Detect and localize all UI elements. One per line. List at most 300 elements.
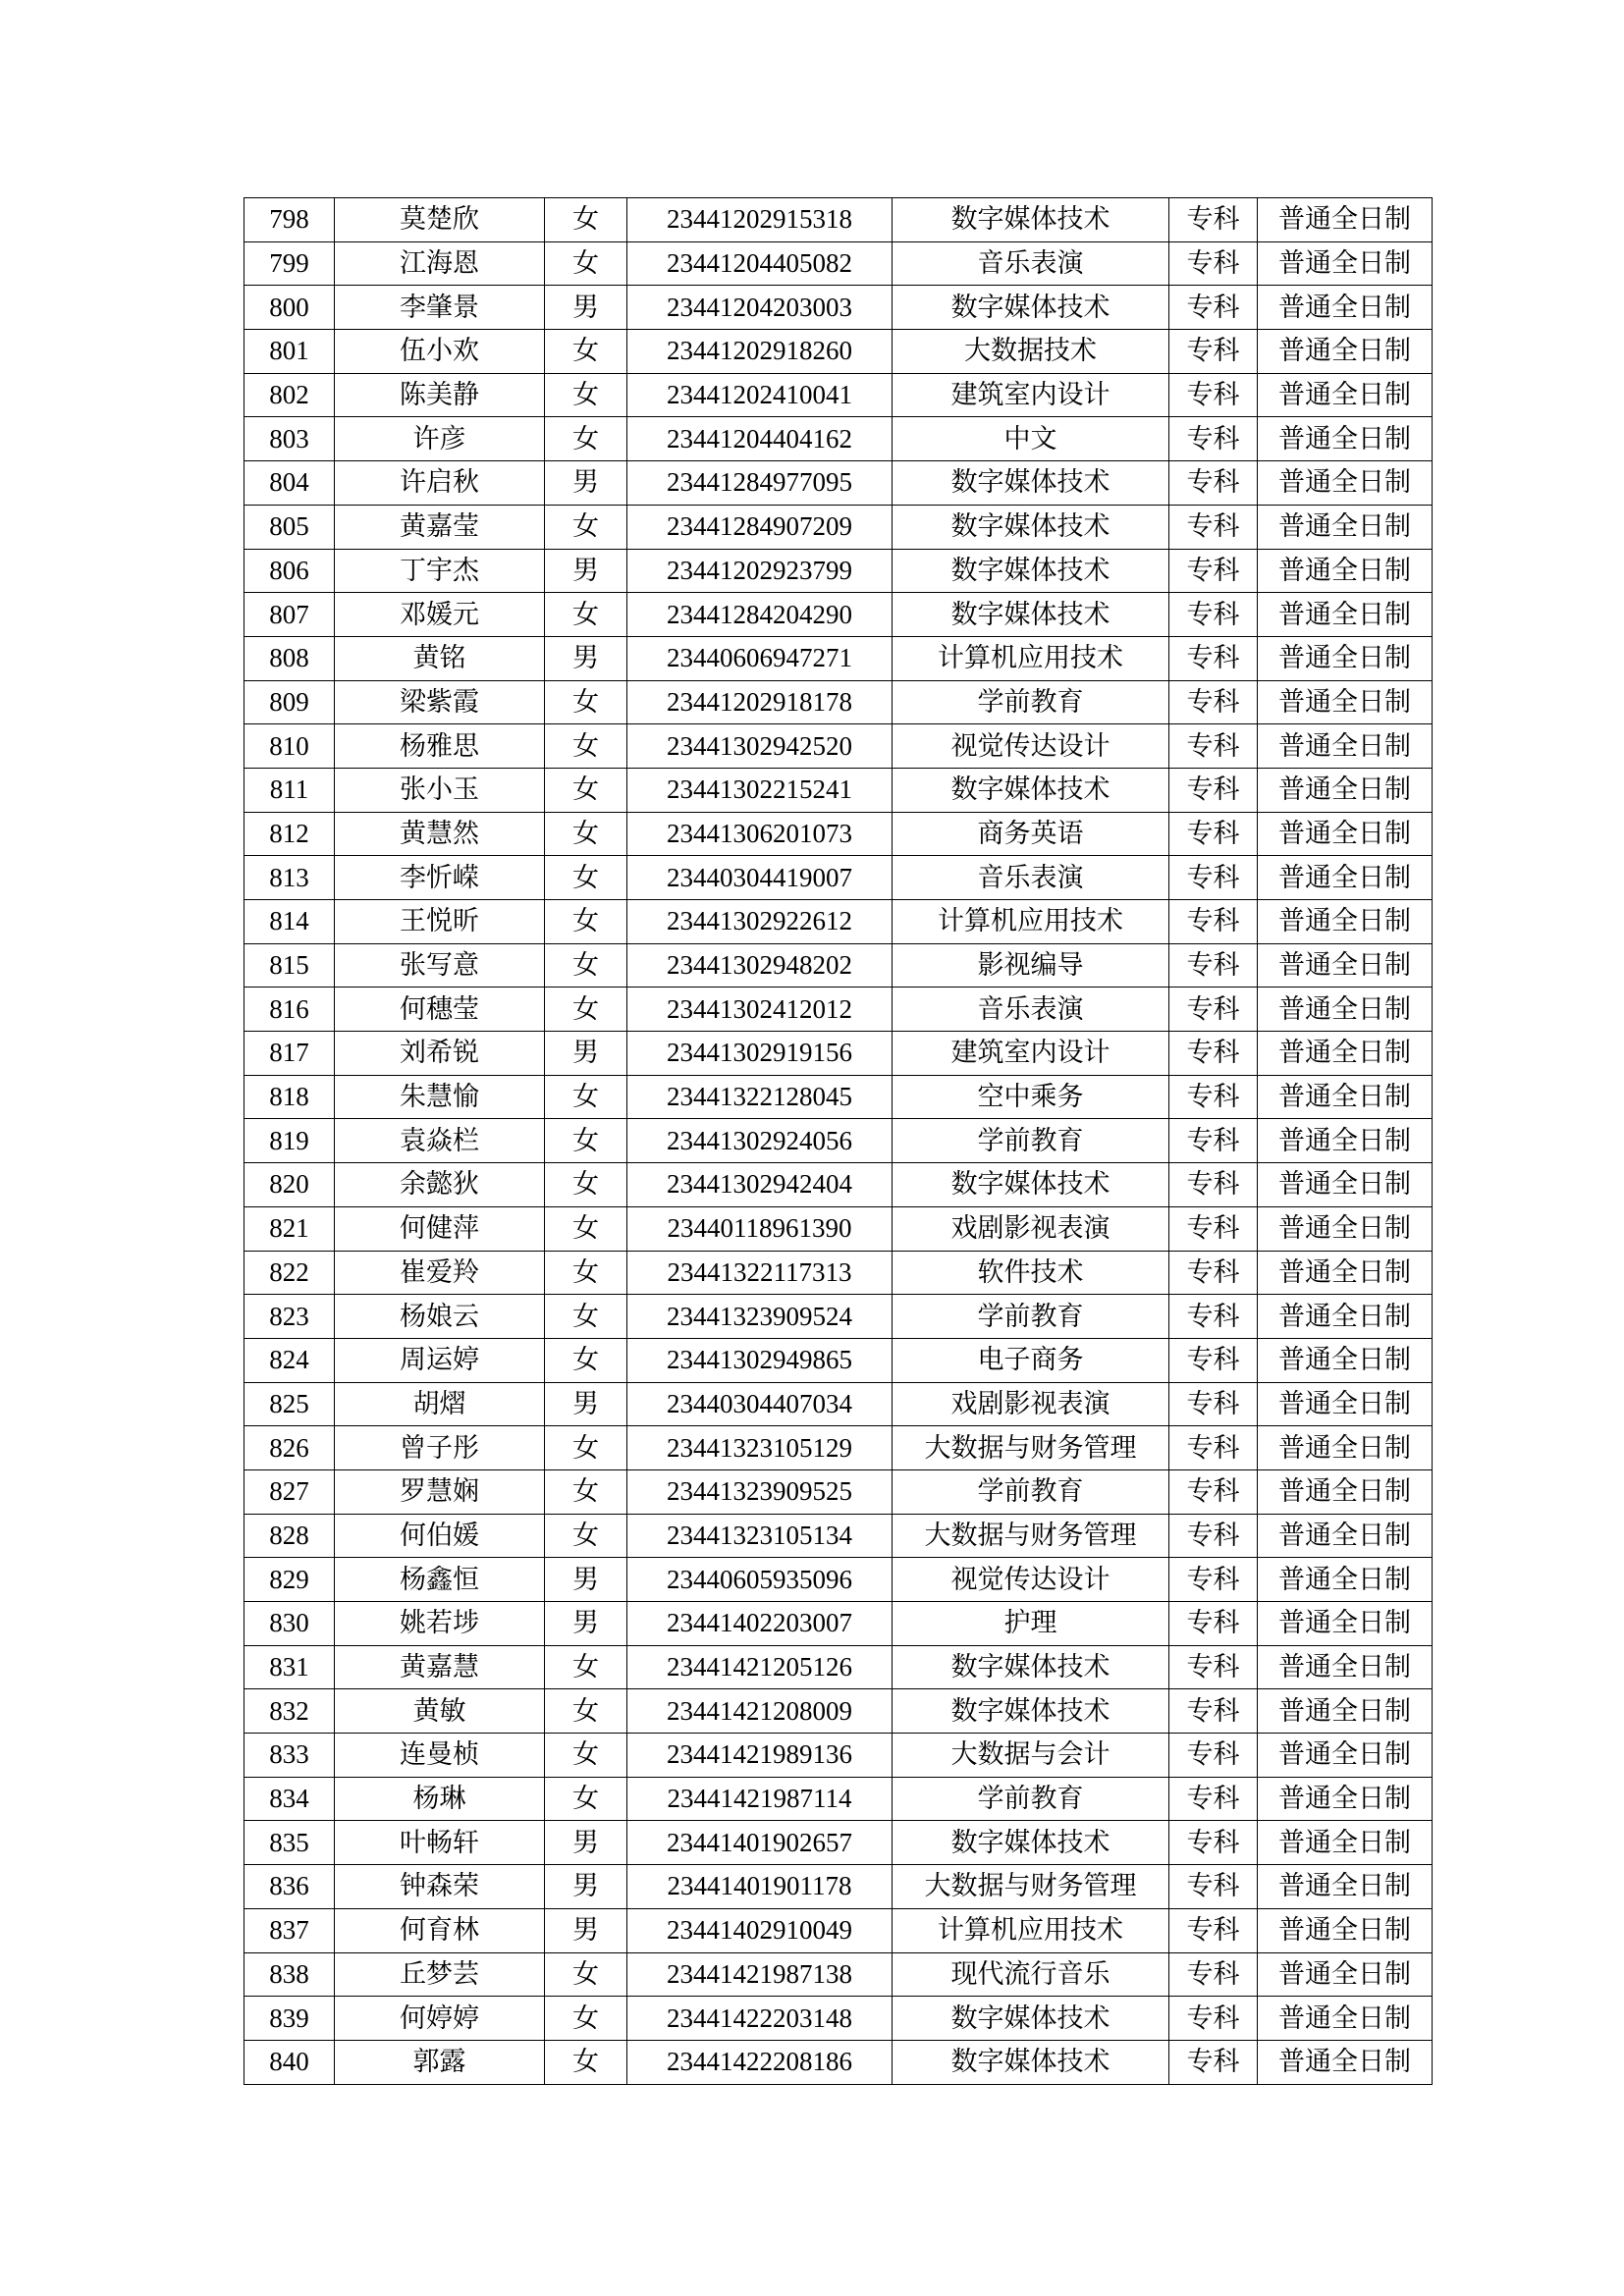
cell-education-level: 专科 — [1169, 900, 1258, 944]
cell-gender: 男 — [545, 549, 627, 593]
cell-major: 学前教育 — [893, 1295, 1169, 1339]
cell-education-level: 专科 — [1169, 461, 1258, 506]
cell-study-mode: 普通全日制 — [1258, 988, 1433, 1032]
cell-exam-number: 23441204404162 — [627, 417, 893, 461]
cell-student-name: 连曼桢 — [335, 1734, 545, 1778]
cell-major: 学前教育 — [893, 1777, 1169, 1821]
cell-major: 学前教育 — [893, 680, 1169, 724]
cell-education-level: 专科 — [1169, 241, 1258, 286]
table-row — [244, 505, 1433, 549]
cell-exam-number: 23441284977095 — [627, 461, 893, 506]
cell-student-name: 邓媛元 — [335, 593, 545, 637]
cell-serial-number: 819 — [244, 1119, 335, 1163]
cell-study-mode: 普通全日制 — [1258, 1821, 1433, 1865]
cell-gender: 女 — [545, 1338, 627, 1382]
cell-education-level: 专科 — [1169, 1119, 1258, 1163]
cell-major: 大数据技术 — [893, 330, 1169, 374]
cell-exam-number: 23441323105129 — [627, 1426, 893, 1470]
cell-student-name: 朱慧愉 — [335, 1075, 545, 1119]
cell-gender: 女 — [545, 1997, 627, 2041]
cell-exam-number: 23441204203003 — [627, 286, 893, 330]
cell-study-mode: 普通全日制 — [1258, 1602, 1433, 1646]
cell-gender: 女 — [545, 505, 627, 549]
cell-study-mode: 普通全日制 — [1258, 1032, 1433, 1076]
cell-major: 大数据与财务管理 — [893, 1865, 1169, 1909]
cell-study-mode: 普通全日制 — [1258, 636, 1433, 680]
table-row — [244, 680, 1433, 724]
cell-exam-number: 23441302919156 — [627, 1032, 893, 1076]
cell-major: 建筑室内设计 — [893, 1032, 1169, 1076]
cell-gender: 男 — [545, 1032, 627, 1076]
cell-serial-number: 813 — [244, 856, 335, 900]
cell-education-level: 专科 — [1169, 417, 1258, 461]
cell-gender: 女 — [545, 330, 627, 374]
cell-serial-number: 804 — [244, 461, 335, 506]
cell-study-mode: 普通全日制 — [1258, 1689, 1433, 1734]
cell-study-mode: 普通全日制 — [1258, 1382, 1433, 1426]
cell-major: 戏剧影视表演 — [893, 1382, 1169, 1426]
cell-exam-number: 23441302924056 — [627, 1119, 893, 1163]
cell-exam-number: 23441202915318 — [627, 198, 893, 242]
table-row — [244, 1163, 1433, 1207]
cell-study-mode: 普通全日制 — [1258, 1119, 1433, 1163]
cell-serial-number: 835 — [244, 1821, 335, 1865]
cell-education-level: 专科 — [1169, 724, 1258, 769]
cell-exam-number: 23441323909525 — [627, 1469, 893, 1514]
cell-student-name: 何穗莹 — [335, 988, 545, 1032]
cell-gender: 女 — [545, 812, 627, 856]
table-row — [244, 549, 1433, 593]
cell-gender: 女 — [545, 1689, 627, 1734]
table-row — [244, 1689, 1433, 1734]
table-row — [244, 1558, 1433, 1602]
cell-exam-number: 23441204405082 — [627, 241, 893, 286]
cell-exam-number: 23441306201073 — [627, 812, 893, 856]
cell-student-name: 丘梦芸 — [335, 1952, 545, 1997]
cell-serial-number: 825 — [244, 1382, 335, 1426]
cell-gender: 女 — [545, 2040, 627, 2084]
cell-education-level: 专科 — [1169, 330, 1258, 374]
cell-study-mode: 普通全日制 — [1258, 1469, 1433, 1514]
cell-exam-number: 23441202410041 — [627, 373, 893, 417]
table-row — [244, 1645, 1433, 1689]
cell-serial-number: 830 — [244, 1602, 335, 1646]
cell-major: 数字媒体技术 — [893, 1821, 1169, 1865]
cell-exam-number: 23441323909524 — [627, 1295, 893, 1339]
cell-serial-number: 829 — [244, 1558, 335, 1602]
cell-student-name: 何伯媛 — [335, 1514, 545, 1558]
cell-serial-number: 839 — [244, 1997, 335, 2041]
student-roster-table — [244, 197, 1433, 2085]
cell-gender: 女 — [545, 1777, 627, 1821]
cell-major: 视觉传达设计 — [893, 1558, 1169, 1602]
cell-study-mode: 普通全日制 — [1258, 1426, 1433, 1470]
table-row — [244, 1338, 1433, 1382]
cell-education-level: 专科 — [1169, 1514, 1258, 1558]
cell-education-level: 专科 — [1169, 1645, 1258, 1689]
cell-study-mode: 普通全日制 — [1258, 1908, 1433, 1952]
table-row — [244, 593, 1433, 637]
cell-serial-number: 837 — [244, 1908, 335, 1952]
cell-gender: 女 — [545, 768, 627, 812]
cell-study-mode: 普通全日制 — [1258, 198, 1433, 242]
cell-student-name: 周运婷 — [335, 1338, 545, 1382]
cell-gender: 男 — [545, 1558, 627, 1602]
cell-exam-number: 23441302942520 — [627, 724, 893, 769]
table-row — [244, 900, 1433, 944]
cell-study-mode: 普通全日制 — [1258, 461, 1433, 506]
cell-student-name: 何育林 — [335, 1908, 545, 1952]
cell-serial-number: 817 — [244, 1032, 335, 1076]
cell-gender: 女 — [545, 241, 627, 286]
cell-education-level: 专科 — [1169, 1032, 1258, 1076]
cell-education-level: 专科 — [1169, 636, 1258, 680]
cell-study-mode: 普通全日制 — [1258, 505, 1433, 549]
cell-student-name: 伍小欢 — [335, 330, 545, 374]
cell-exam-number: 23441302942404 — [627, 1163, 893, 1207]
table-row — [244, 2040, 1433, 2084]
cell-student-name: 姚若埗 — [335, 1602, 545, 1646]
cell-serial-number: 803 — [244, 417, 335, 461]
cell-exam-number: 23441302948202 — [627, 943, 893, 988]
cell-study-mode: 普通全日制 — [1258, 856, 1433, 900]
cell-student-name: 江海恩 — [335, 241, 545, 286]
cell-gender: 男 — [545, 1821, 627, 1865]
cell-gender: 女 — [545, 1426, 627, 1470]
table-row — [244, 1295, 1433, 1339]
cell-gender: 男 — [545, 1865, 627, 1909]
cell-major: 大数据与会计 — [893, 1734, 1169, 1778]
table-row — [244, 856, 1433, 900]
cell-gender: 女 — [545, 1645, 627, 1689]
cell-serial-number: 840 — [244, 2040, 335, 2084]
table-row — [244, 1908, 1433, 1952]
cell-exam-number: 23441302922612 — [627, 900, 893, 944]
cell-major: 空中乘务 — [893, 1075, 1169, 1119]
cell-gender: 女 — [545, 417, 627, 461]
cell-exam-number: 23441322128045 — [627, 1075, 893, 1119]
cell-serial-number: 811 — [244, 768, 335, 812]
cell-exam-number: 23441302412012 — [627, 988, 893, 1032]
cell-gender: 男 — [545, 286, 627, 330]
cell-student-name: 许彦 — [335, 417, 545, 461]
cell-student-name: 胡熠 — [335, 1382, 545, 1426]
table-row — [244, 1119, 1433, 1163]
cell-study-mode: 普通全日制 — [1258, 549, 1433, 593]
cell-education-level: 专科 — [1169, 2040, 1258, 2084]
cell-serial-number: 814 — [244, 900, 335, 944]
table-row — [244, 988, 1433, 1032]
table-row — [244, 286, 1433, 330]
cell-serial-number: 838 — [244, 1952, 335, 1997]
cell-major: 数字媒体技术 — [893, 461, 1169, 506]
cell-exam-number: 23441421208009 — [627, 1689, 893, 1734]
cell-student-name: 黄嘉慧 — [335, 1645, 545, 1689]
table-row — [244, 1602, 1433, 1646]
cell-student-name: 杨鑫恒 — [335, 1558, 545, 1602]
cell-education-level: 专科 — [1169, 1558, 1258, 1602]
cell-serial-number: 810 — [244, 724, 335, 769]
cell-study-mode: 普通全日制 — [1258, 900, 1433, 944]
cell-major: 商务英语 — [893, 812, 1169, 856]
table-row — [244, 1206, 1433, 1251]
cell-serial-number: 798 — [244, 198, 335, 242]
cell-education-level: 专科 — [1169, 1952, 1258, 1997]
cell-education-level: 专科 — [1169, 286, 1258, 330]
cell-major: 护理 — [893, 1602, 1169, 1646]
cell-exam-number: 23441302949865 — [627, 1338, 893, 1382]
cell-exam-number: 23441401902657 — [627, 1821, 893, 1865]
cell-student-name: 黄慧然 — [335, 812, 545, 856]
cell-serial-number: 799 — [244, 241, 335, 286]
cell-student-name: 袁焱栏 — [335, 1119, 545, 1163]
table-row — [244, 417, 1433, 461]
cell-major: 数字媒体技术 — [893, 505, 1169, 549]
cell-education-level: 专科 — [1169, 1777, 1258, 1821]
cell-study-mode: 普通全日制 — [1258, 1777, 1433, 1821]
cell-major: 数字媒体技术 — [893, 593, 1169, 637]
cell-major: 计算机应用技术 — [893, 636, 1169, 680]
cell-gender: 女 — [545, 1206, 627, 1251]
table-row — [244, 1382, 1433, 1426]
cell-student-name: 崔爱羚 — [335, 1251, 545, 1295]
cell-study-mode: 普通全日制 — [1258, 1295, 1433, 1339]
cell-exam-number: 23441421987114 — [627, 1777, 893, 1821]
cell-education-level: 专科 — [1169, 1426, 1258, 1470]
cell-major: 软件技术 — [893, 1251, 1169, 1295]
cell-exam-number: 23441421987138 — [627, 1952, 893, 1997]
table-row — [244, 198, 1433, 242]
cell-exam-number: 23440304419007 — [627, 856, 893, 900]
document-page — [244, 197, 1433, 2085]
cell-student-name: 钟森荣 — [335, 1865, 545, 1909]
cell-serial-number: 832 — [244, 1689, 335, 1734]
cell-major: 视觉传达设计 — [893, 724, 1169, 769]
cell-exam-number: 23441402203007 — [627, 1602, 893, 1646]
cell-study-mode: 普通全日制 — [1258, 943, 1433, 988]
cell-study-mode: 普通全日制 — [1258, 373, 1433, 417]
table-row — [244, 1426, 1433, 1470]
cell-serial-number: 807 — [244, 593, 335, 637]
table-row — [244, 330, 1433, 374]
cell-study-mode: 普通全日制 — [1258, 768, 1433, 812]
cell-education-level: 专科 — [1169, 1865, 1258, 1909]
cell-student-name: 黄嘉莹 — [335, 505, 545, 549]
cell-serial-number: 834 — [244, 1777, 335, 1821]
cell-education-level: 专科 — [1169, 1382, 1258, 1426]
cell-serial-number: 831 — [244, 1645, 335, 1689]
cell-student-name: 李肇景 — [335, 286, 545, 330]
cell-exam-number: 23441421205126 — [627, 1645, 893, 1689]
cell-major: 数字媒体技术 — [893, 286, 1169, 330]
cell-education-level: 专科 — [1169, 1734, 1258, 1778]
cell-gender: 女 — [545, 373, 627, 417]
cell-major: 学前教育 — [893, 1469, 1169, 1514]
cell-serial-number: 801 — [244, 330, 335, 374]
cell-study-mode: 普通全日制 — [1258, 1251, 1433, 1295]
cell-student-name: 何婷婷 — [335, 1997, 545, 2041]
cell-gender: 女 — [545, 1251, 627, 1295]
cell-gender: 女 — [545, 856, 627, 900]
cell-gender: 女 — [545, 943, 627, 988]
cell-education-level: 专科 — [1169, 943, 1258, 988]
cell-student-name: 余懿狄 — [335, 1163, 545, 1207]
cell-exam-number: 23440304407034 — [627, 1382, 893, 1426]
cell-student-name: 曾子彤 — [335, 1426, 545, 1470]
cell-gender: 男 — [545, 1382, 627, 1426]
cell-serial-number: 833 — [244, 1734, 335, 1778]
cell-gender: 男 — [545, 636, 627, 680]
table-row — [244, 1821, 1433, 1865]
cell-exam-number: 23440606947271 — [627, 636, 893, 680]
cell-exam-number: 23441202918260 — [627, 330, 893, 374]
cell-gender: 女 — [545, 1163, 627, 1207]
table-row — [244, 461, 1433, 506]
cell-gender: 女 — [545, 198, 627, 242]
cell-serial-number: 812 — [244, 812, 335, 856]
cell-education-level: 专科 — [1169, 812, 1258, 856]
cell-study-mode: 普通全日制 — [1258, 1514, 1433, 1558]
cell-major: 数字媒体技术 — [893, 198, 1169, 242]
cell-gender: 男 — [545, 1602, 627, 1646]
cell-study-mode: 普通全日制 — [1258, 1338, 1433, 1382]
cell-exam-number: 23441284907209 — [627, 505, 893, 549]
cell-exam-number: 23441402910049 — [627, 1908, 893, 1952]
table-row — [244, 1734, 1433, 1778]
cell-gender: 女 — [545, 988, 627, 1032]
cell-major: 数字媒体技术 — [893, 2040, 1169, 2084]
cell-exam-number: 23440118961390 — [627, 1206, 893, 1251]
cell-study-mode: 普通全日制 — [1258, 417, 1433, 461]
cell-serial-number: 822 — [244, 1251, 335, 1295]
cell-student-name: 梁紫霞 — [335, 680, 545, 724]
cell-major: 音乐表演 — [893, 988, 1169, 1032]
cell-student-name: 叶畅轩 — [335, 1821, 545, 1865]
cell-exam-number: 23440605935096 — [627, 1558, 893, 1602]
cell-student-name: 杨娘云 — [335, 1295, 545, 1339]
cell-gender: 女 — [545, 1119, 627, 1163]
table-row — [244, 812, 1433, 856]
cell-serial-number: 827 — [244, 1469, 335, 1514]
table-row — [244, 1032, 1433, 1076]
table-row — [244, 1251, 1433, 1295]
cell-education-level: 专科 — [1169, 856, 1258, 900]
cell-gender: 女 — [545, 1952, 627, 1997]
cell-major: 数字媒体技术 — [893, 1645, 1169, 1689]
cell-education-level: 专科 — [1169, 768, 1258, 812]
cell-serial-number: 836 — [244, 1865, 335, 1909]
cell-serial-number: 828 — [244, 1514, 335, 1558]
cell-gender: 女 — [545, 724, 627, 769]
cell-serial-number: 821 — [244, 1206, 335, 1251]
cell-education-level: 专科 — [1169, 988, 1258, 1032]
cell-student-name: 丁宇杰 — [335, 549, 545, 593]
cell-major: 数字媒体技术 — [893, 1689, 1169, 1734]
cell-major: 计算机应用技术 — [893, 900, 1169, 944]
cell-study-mode: 普通全日制 — [1258, 680, 1433, 724]
cell-serial-number: 820 — [244, 1163, 335, 1207]
cell-student-name: 陈美静 — [335, 373, 545, 417]
cell-serial-number: 823 — [244, 1295, 335, 1339]
cell-study-mode: 普通全日制 — [1258, 1865, 1433, 1909]
cell-study-mode: 普通全日制 — [1258, 1734, 1433, 1778]
cell-education-level: 专科 — [1169, 1251, 1258, 1295]
cell-student-name: 郭露 — [335, 2040, 545, 2084]
cell-study-mode: 普通全日制 — [1258, 1206, 1433, 1251]
cell-major: 学前教育 — [893, 1119, 1169, 1163]
cell-gender: 女 — [545, 1734, 627, 1778]
cell-exam-number: 23441302215241 — [627, 768, 893, 812]
cell-serial-number: 816 — [244, 988, 335, 1032]
cell-study-mode: 普通全日制 — [1258, 593, 1433, 637]
cell-education-level: 专科 — [1169, 1908, 1258, 1952]
cell-study-mode: 普通全日制 — [1258, 330, 1433, 374]
cell-education-level: 专科 — [1169, 680, 1258, 724]
cell-student-name: 杨琳 — [335, 1777, 545, 1821]
cell-education-level: 专科 — [1169, 1295, 1258, 1339]
cell-major: 建筑室内设计 — [893, 373, 1169, 417]
cell-education-level: 专科 — [1169, 373, 1258, 417]
cell-major: 影视编导 — [893, 943, 1169, 988]
cell-student-name: 莫楚欣 — [335, 198, 545, 242]
cell-study-mode: 普通全日制 — [1258, 1558, 1433, 1602]
table-row — [244, 241, 1433, 286]
cell-serial-number: 806 — [244, 549, 335, 593]
cell-study-mode: 普通全日制 — [1258, 241, 1433, 286]
cell-student-name: 刘希锐 — [335, 1032, 545, 1076]
cell-study-mode: 普通全日制 — [1258, 724, 1433, 769]
cell-student-name: 何健萍 — [335, 1206, 545, 1251]
cell-exam-number: 23441422208186 — [627, 2040, 893, 2084]
cell-education-level: 专科 — [1169, 1821, 1258, 1865]
table-row — [244, 1514, 1433, 1558]
cell-education-level: 专科 — [1169, 1206, 1258, 1251]
cell-exam-number: 23441202923799 — [627, 549, 893, 593]
cell-education-level: 专科 — [1169, 593, 1258, 637]
table-row — [244, 943, 1433, 988]
cell-study-mode: 普通全日制 — [1258, 1645, 1433, 1689]
cell-serial-number: 826 — [244, 1426, 335, 1470]
table-row — [244, 1865, 1433, 1909]
cell-major: 现代流行音乐 — [893, 1952, 1169, 1997]
cell-study-mode: 普通全日制 — [1258, 1952, 1433, 1997]
roster-body — [244, 198, 1433, 2085]
cell-exam-number: 23441323105134 — [627, 1514, 893, 1558]
cell-student-name: 罗慧娴 — [335, 1469, 545, 1514]
cell-student-name: 张写意 — [335, 943, 545, 988]
cell-study-mode: 普通全日制 — [1258, 1075, 1433, 1119]
cell-serial-number: 802 — [244, 373, 335, 417]
cell-education-level: 专科 — [1169, 1602, 1258, 1646]
cell-major: 大数据与财务管理 — [893, 1514, 1169, 1558]
cell-serial-number: 808 — [244, 636, 335, 680]
cell-education-level: 专科 — [1169, 1997, 1258, 2041]
table-row — [244, 1469, 1433, 1514]
cell-major: 电子商务 — [893, 1338, 1169, 1382]
cell-major: 计算机应用技术 — [893, 1908, 1169, 1952]
cell-major: 音乐表演 — [893, 241, 1169, 286]
table-row — [244, 1997, 1433, 2041]
cell-serial-number: 815 — [244, 943, 335, 988]
cell-gender: 女 — [545, 1514, 627, 1558]
cell-serial-number: 824 — [244, 1338, 335, 1382]
table-row — [244, 636, 1433, 680]
cell-exam-number: 23441421989136 — [627, 1734, 893, 1778]
cell-education-level: 专科 — [1169, 549, 1258, 593]
table-row — [244, 768, 1433, 812]
cell-gender: 女 — [545, 593, 627, 637]
cell-education-level: 专科 — [1169, 505, 1258, 549]
